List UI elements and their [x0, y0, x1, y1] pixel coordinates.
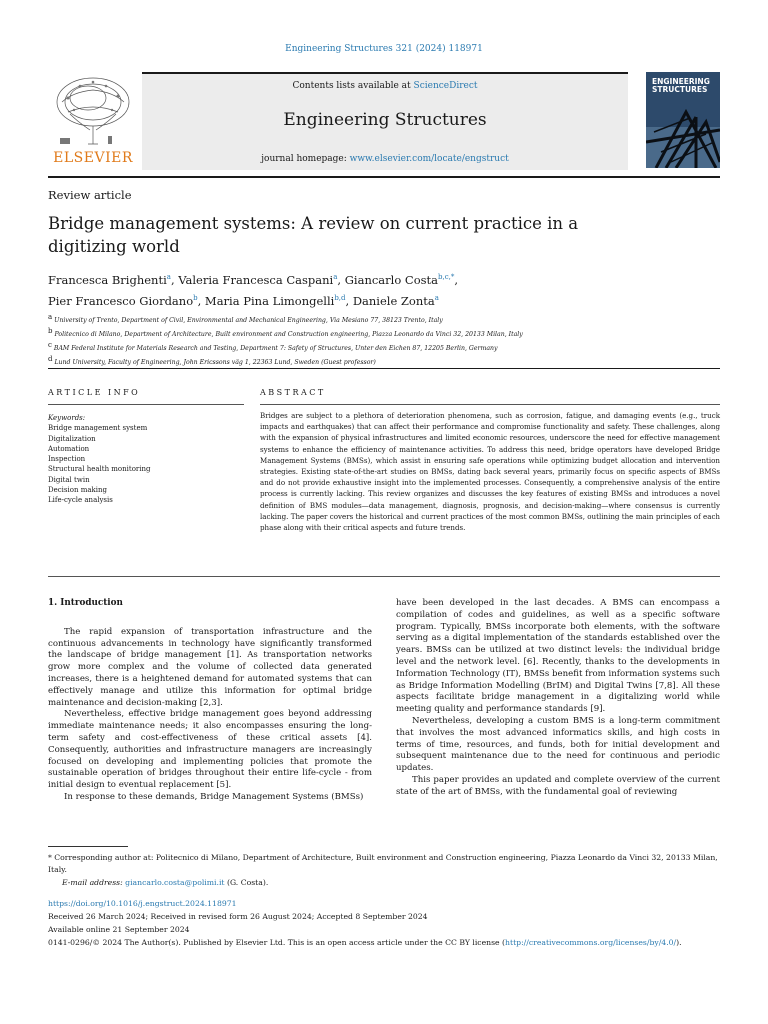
- homepage-line: [142, 154, 628, 164]
- author-affiliation-marker[interactable]: b,c,*: [438, 273, 455, 281]
- author-list: Francesca Brighenti$^a$, Valeria Francesca Caspani$^a$, Giancarlo Costa$^{b,c,*}$, Pier Francesco Giordano$^b$, Maria Pina Limongelli$^{b,d}$, Daniele Zonta$^a$: [48, 272, 459, 308]
- body-column-right: [396, 598, 720, 799]
- author-name: Francesca Brighenti: [48, 272, 167, 287]
- author[interactable]: [205, 294, 346, 308]
- author[interactable]: [345, 273, 455, 287]
- corresponding-author-note: * Corresponding author at: Politecnico di Milano, Department of Architecture, Built environment and Construction engineering, Piazza Leonardo da Vinci 32, 20133 Milan, Italy.: [48, 853, 718, 874]
- online-date: Available online 21 September 2024: [48, 925, 190, 934]
- author-affiliation-marker[interactable]: b,d: [334, 293, 346, 302]
- paragraph: In response to these demands, Bridge Management Systems (BMSs): [64, 791, 364, 802]
- author-name: Maria Pina Limongelli: [204, 293, 335, 308]
- sciencedirect-link[interactable]: ScienceDirect: [413, 81, 478, 91]
- article-type: Review article: [48, 188, 132, 202]
- affiliation-key: b: [48, 327, 53, 336]
- paragraph: have been developed in the last decades. A BMS can encompass a compilation of codes and guidelines, as well as a specific software program. Typically, BMSs incorporate both elements, with the software serving as a digital implementation of the standards established over the years. BMSs can be utilized at two distinct levels: the individual bridge level and the network level. [6]. Recently, thanks to the developments in Information Technology (IT), BMSs benefit from information systems such as Bridge Information Modelling (BrIM) and Digital Twins [7,8]. All these aspects facilitate bridge management in a digitalizing world while meeting quality and performance standards [9].: [396, 598, 720, 715]
- publisher-name: ELSEVIER: [53, 150, 133, 166]
- author[interactable]: [353, 294, 439, 308]
- paragraph: Nevertheless, effective bridge management goes beyond addressing immediate maintenance needs; it also encompasses ensuring the long-term safety and cost-effectiveness of these critical assets [4]. Consequently, authorities and infrastructure managers are increasingly focused on developing and implementing policies that promote the sustainable operation of bridges throughout their entire life-cycle - from initial design to eventual replacement [5].: [48, 709, 372, 791]
- body-column-left: [48, 598, 372, 804]
- elsevier-tree-icon: [48, 72, 138, 148]
- author-affiliation-marker[interactable]: b: [193, 293, 198, 302]
- footnote-divider: [48, 846, 128, 847]
- divider: [48, 176, 720, 178]
- cover-title-line-1: ENGINEERING: [652, 77, 710, 86]
- contents-line: [142, 81, 628, 91]
- affiliation-key: a: [48, 313, 53, 321]
- doi-link[interactable]: https://doi.org/10.1016/j.engstruct.2024.118971: [48, 899, 237, 908]
- cover-title-line-2: STRUCTURES: [652, 85, 708, 94]
- keywords-block: [48, 413, 244, 506]
- article-info-heading: ARTICLE INFO: [48, 388, 141, 397]
- paragraph: This paper provides an updated and complete overview of the current state of the art of BMSs, with the fundamental goal of reviewing: [396, 774, 720, 797]
- author-affiliation-marker[interactable]: a: [333, 273, 338, 281]
- abstract-text: Bridges are subject to a plethora of deterioration phenomena, such as corrosion, fatigue, and damaging events (e.g., truck impacts and earthquakes) that can affect their performance and compromise functionality and safety. These challenges, along with the expansion of physical infrastructures and limited economic resources, underscore the need for effective management systems to enhance the efficiency of maintenance activities. To address this need, bridge operators have developed Bridge Management Systems (BMSs), which assist in ensuring safe operations while optimizing budget allocation and intervention strategies. Existing state-of-the-art studies on BMSs, dating back several years, primarily focus on specific aspects of BMSs and do not provide exhaustive insight into the implemented processes. Consequently, a comprehensive analysis of the entire process is currently lacking. This review organizes and discusses the key features of existing BMSs and introduces a novel definition of BMS modules—data management, diagnosis, prognosis, and decision-making—where consensus is currently lacking. The paper covers the historical and current practices of the most common BMSs, outlining the main principles of each phase along with their critical aspects and future trends.: [260, 411, 720, 533]
- divider: [48, 576, 720, 577]
- abstract-heading: ABSTRACT: [260, 388, 326, 397]
- keyword: Decision making: [48, 486, 107, 495]
- section-heading: 1. Introduction: [48, 598, 123, 608]
- license-prefix: 0141-0296/© 2024 The Author(s). Published by Elsevier Ltd. This is an open access article under the CC BY license (: [48, 938, 506, 947]
- author-affiliation-marker[interactable]: a: [166, 273, 171, 281]
- homepage-link[interactable]: www.elsevier.com/locate/engstruct: [349, 154, 509, 164]
- author[interactable]: [48, 294, 198, 308]
- affiliation: [48, 340, 720, 354]
- author[interactable]: [178, 273, 337, 287]
- affiliation-text: Politecnico di Milano, Department of Architecture, Built environment and Construction engineering, Piazza Leonardo da Vinci 32, 20133 Milan, Italy: [54, 331, 523, 339]
- keyword: Automation: [48, 444, 90, 453]
- affiliation-text: University of Trento, Department of Civil, Environmental and Mechanical Engineering, Via Mesiano 77, 38123 Trento, Italy: [54, 317, 443, 325]
- author-name: Daniele Zonta: [352, 293, 435, 308]
- keyword: Structural health monitoring: [48, 465, 151, 474]
- journal-cover-image[interactable]: [646, 72, 720, 168]
- affiliation-key: c: [48, 341, 52, 350]
- affiliation: [48, 312, 720, 326]
- affiliation-text: Lund University, Faculty of Engineering, John Ericssons väg 1, 22363 Lund, Sweden (Guest professor): [54, 359, 376, 367]
- keyword: Bridge management system: [48, 424, 148, 433]
- cover-title: [652, 78, 710, 94]
- affiliation-text: BAM Federal Institute for Materials Research and Testing, Department 7: Safety of Structures, Unter den Eichen 87, 12205 Berlin, Germany: [53, 345, 498, 353]
- author-name: Valeria Francesca Caspani: [178, 272, 334, 287]
- keyword: Inspection: [48, 455, 86, 464]
- divider: [48, 368, 720, 369]
- divider: [48, 404, 244, 405]
- affiliations: [48, 312, 720, 368]
- keyword: Digitalization: [48, 434, 96, 443]
- article-title: Bridge management systems: A review on current practice in a digitizing world: [48, 214, 579, 256]
- elsevier-logo[interactable]: [48, 72, 138, 172]
- keyword: Digital twin: [48, 475, 90, 484]
- author[interactable]: [48, 273, 171, 287]
- received-dates: Received 26 March 2024; Received in revised form 26 August 2024; Accepted 8 September 2024: [48, 912, 428, 921]
- email-line: [62, 878, 268, 887]
- license-link[interactable]: http://creativecommons.org/licenses/by/4.0/: [505, 938, 677, 947]
- author-name: Giancarlo Costa: [344, 272, 439, 287]
- affiliation: [48, 354, 720, 368]
- journal-reference[interactable]: Engineering Structures 321 (2024) 118971: [285, 44, 483, 54]
- email-label: E-mail address:: [62, 878, 126, 887]
- paragraph: Nevertheless, developing a custom BMS is a long-term commitment that involves the most advanced informatics skills, and high costs in terms of time, resources, and funds, both for initial development and subsequent maintenance due to the need for continuous and periodic updates.: [396, 715, 720, 774]
- divider: [260, 404, 720, 405]
- author-affiliation-marker[interactable]: a: [434, 293, 439, 302]
- masthead: [48, 72, 720, 172]
- affiliation-key: d: [48, 355, 53, 364]
- contents-prefix: Contents lists available at: [292, 81, 414, 91]
- paragraph: The rapid expansion of transportation infrastructure and the continuous advancements in technology have significantly transformed the landscape of bridge management [1]. As transportation networks grow more complex and the volume of collected data generated increases, there is a heightened demand for automated systems that can effectively manage and utilize this information for optimal bridge maintenance and decision-making [2,3].: [48, 626, 372, 708]
- author-name: Pier Francesco Giordano: [48, 293, 194, 308]
- homepage-prefix: journal homepage:: [261, 154, 350, 164]
- keyword: Life-cycle analysis: [48, 496, 113, 505]
- keywords-label: Keywords:: [48, 414, 86, 422]
- license-suffix: ).: [676, 938, 682, 947]
- affiliation: [48, 326, 720, 340]
- journal-title: Engineering Structures: [283, 110, 487, 130]
- email-link[interactable]: giancarlo.costa@polimi.it: [125, 878, 225, 887]
- email-suffix: (G. Costa).: [224, 878, 269, 887]
- journal-banner: [142, 72, 628, 170]
- license-line: [48, 938, 728, 947]
